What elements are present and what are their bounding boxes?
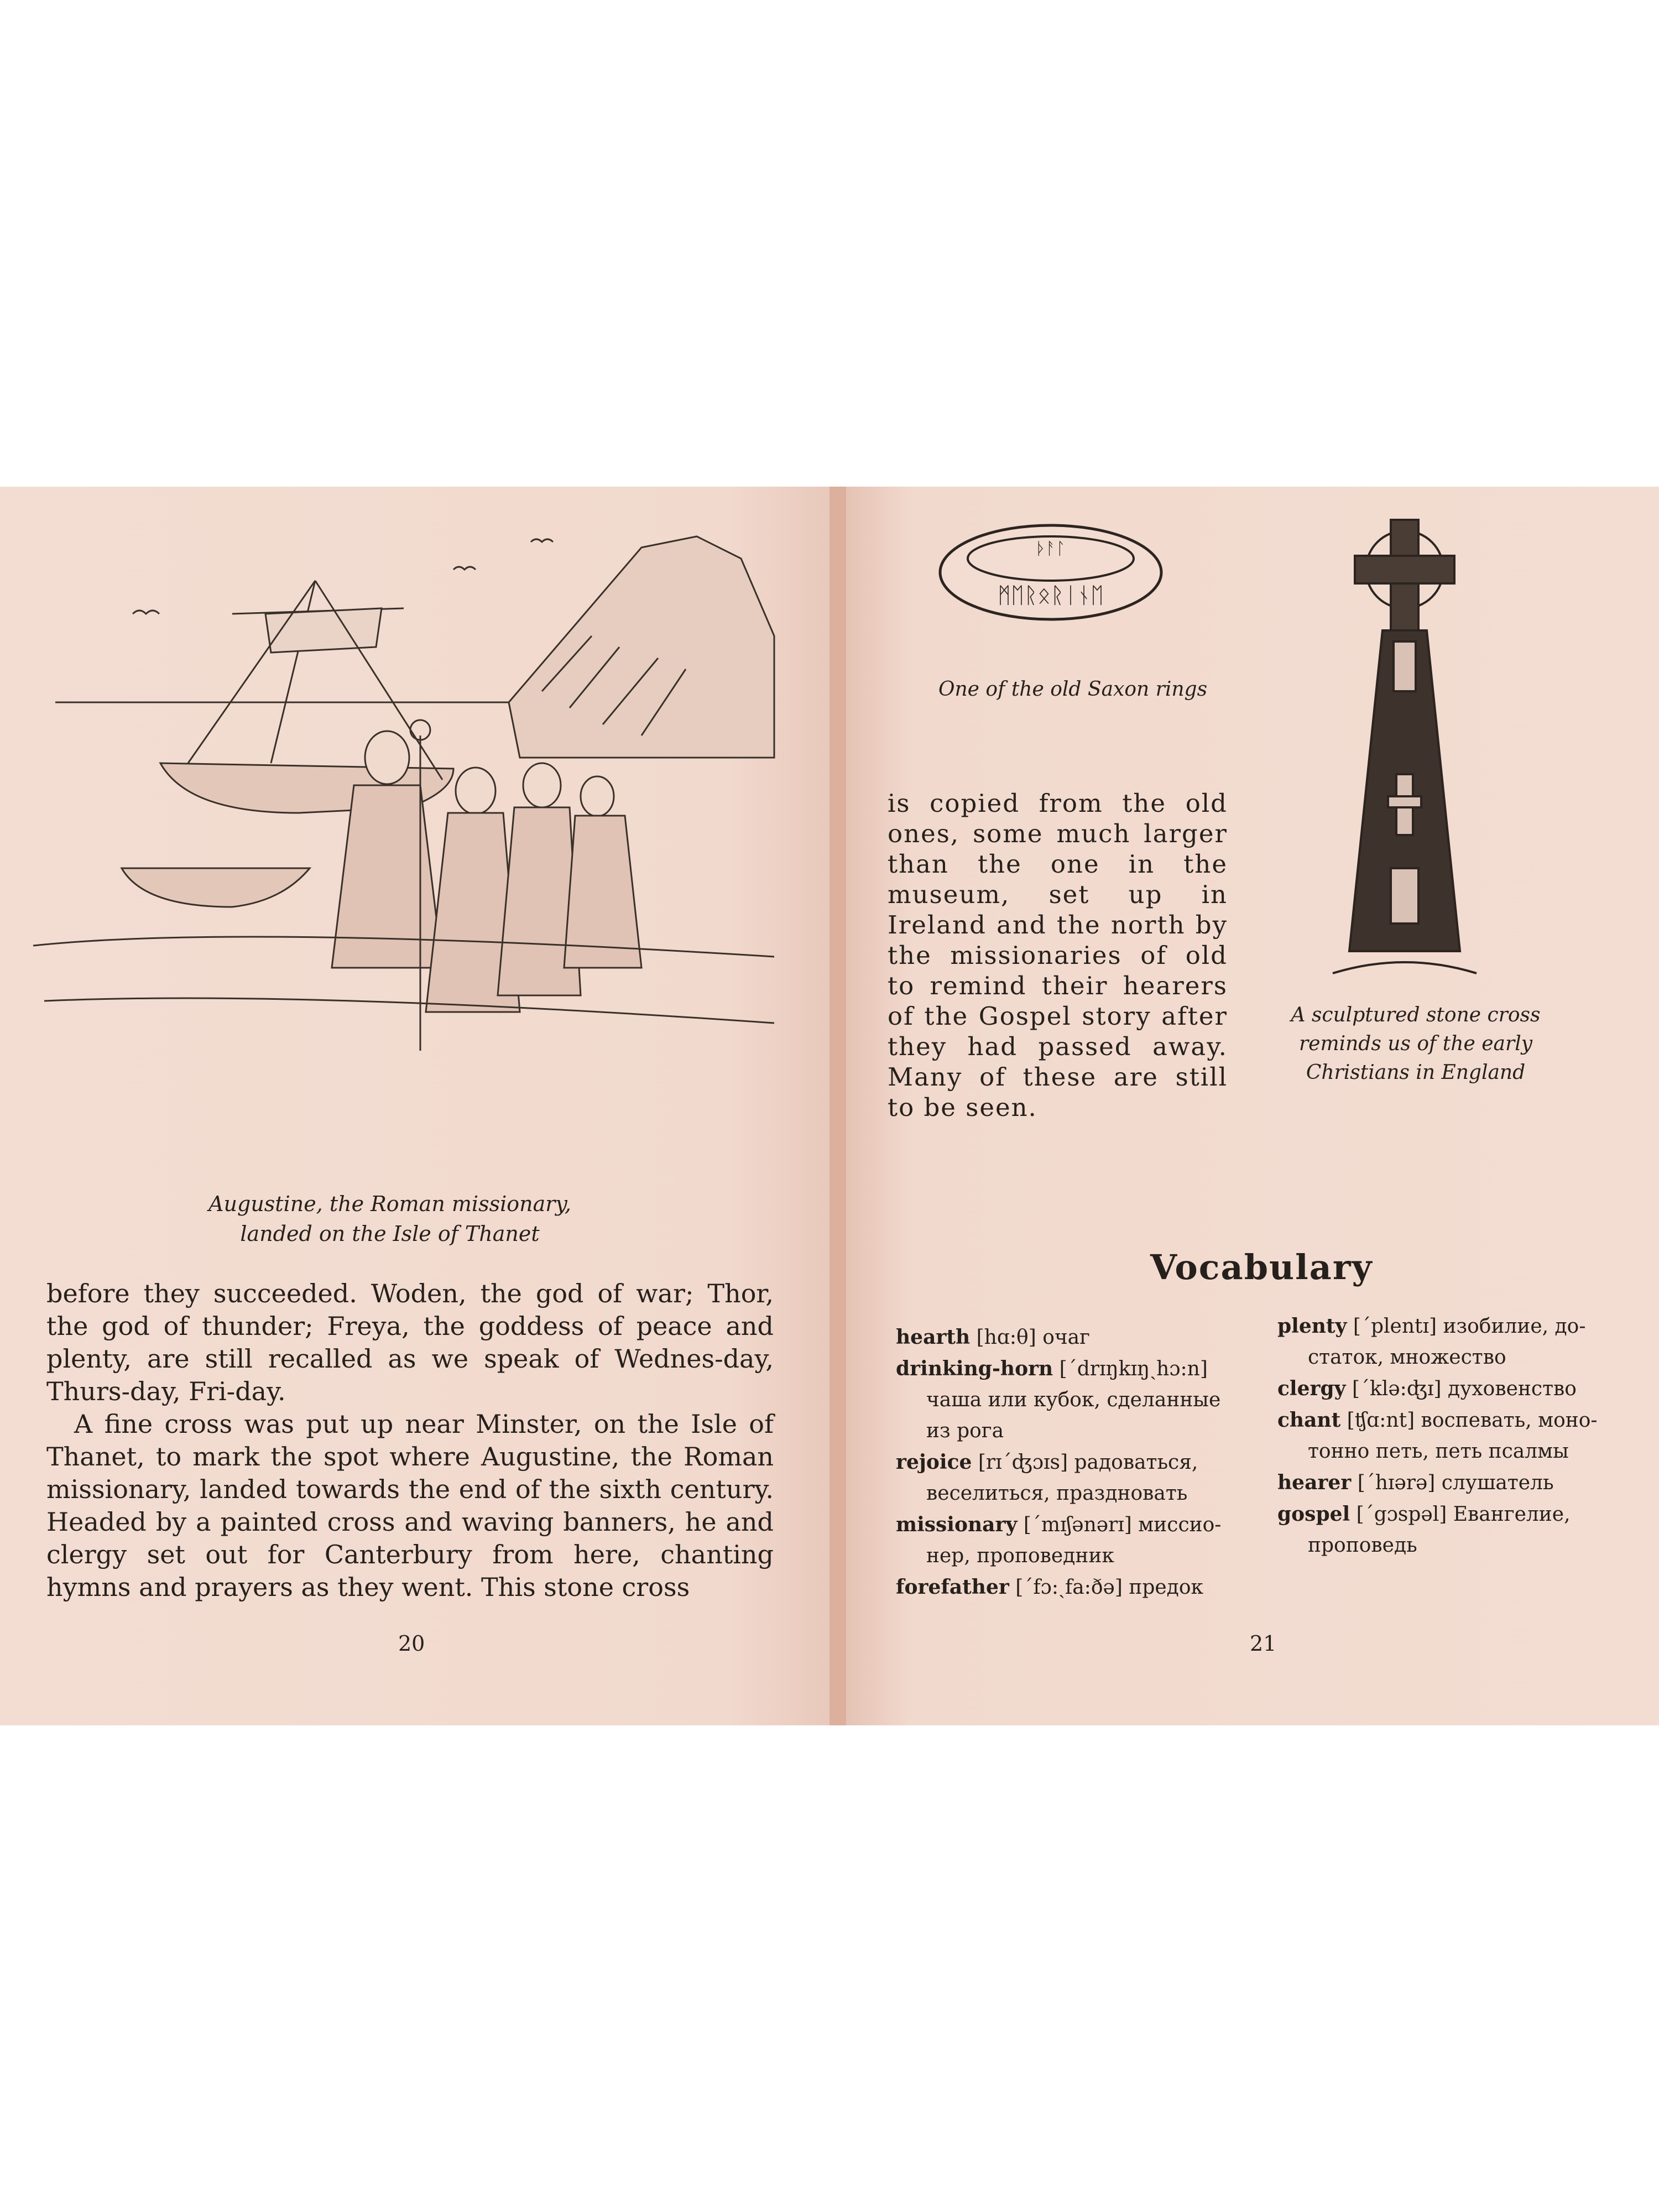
vocab-entry <box>896 1322 1250 1353</box>
vocab-definition: [ˊhɪərə] слушатель <box>1351 1472 1554 1494</box>
vocab-word: forefather <box>896 1575 1009 1599</box>
vocab-entry <box>1277 1499 1631 1530</box>
vocab-definition-cont: веселиться, праздновать <box>926 1482 1188 1505</box>
book-spread <box>0 487 1659 1725</box>
vocab-entry <box>1277 1405 1631 1436</box>
ring-inscription-bottom: ᛗᛖᚱᛟᚱᛁᚾᛖ <box>998 583 1104 608</box>
vocabulary-column-left <box>896 1322 1250 1603</box>
right-body-text: is copied from the old ones, some much larger than the one in the museum, set up in Ireland and the north by the missionaries of old to remind their hearers of the Gospel story after they had passed away. Many of these are still to be seen. <box>888 789 1228 1122</box>
vocabulary-column-right <box>1277 1311 1631 1561</box>
vocab-definition: [ʧɑ:nt] воспевать, моно- <box>1340 1409 1598 1432</box>
vocab-word: hearer <box>1277 1471 1352 1494</box>
ring-inscription-top: ᚦᚨᛚ <box>1036 539 1066 559</box>
book-gutter <box>830 487 846 1725</box>
caption-line: A sculptured stone cross <box>1291 1004 1541 1026</box>
vocab-word: drinking-horn <box>896 1357 1053 1380</box>
augustine-landing-illustration <box>22 525 780 1095</box>
vocab-word: gospel <box>1277 1503 1350 1526</box>
vocabulary-title: Vocabulary <box>1150 1247 1373 1287</box>
vocab-entry <box>1277 1467 1631 1499</box>
page-number-right: 21 <box>1250 1631 1277 1656</box>
vocab-entry <box>896 1447 1250 1478</box>
vocab-definition-cont: чаша или кубок, сделанные из рога <box>926 1389 1221 1442</box>
left-page <box>0 487 830 1725</box>
left-body-text <box>46 1277 774 1604</box>
caption-line: Augustine, the Roman missionary, <box>208 1192 571 1216</box>
vocab-definition: [ˊfɔ:ˏfa:ðə] предок <box>1009 1576 1204 1599</box>
vocab-word: missionary <box>896 1513 1018 1536</box>
vocab-definition: [ˊplentɪ] изобилие, до- <box>1347 1315 1586 1338</box>
page-number-left: 20 <box>398 1631 425 1656</box>
vocab-word: plenty <box>1277 1314 1347 1338</box>
vocab-entry <box>896 1509 1250 1541</box>
vocab-definition: [rɪˊʤɔɪs] радоваться, <box>972 1451 1198 1474</box>
paragraph: before they succeeded. Woden, the god of war; Thor, the god of thunder; Freya, the goddess of peace and plenty, are still recalled as we speak of Wednes-day, Thurs-day, Fri-day. <box>46 1279 774 1406</box>
caption-line: reminds us of the early <box>1298 1032 1533 1055</box>
cross-caption <box>1272 1001 1559 1087</box>
vocab-word: chant <box>1277 1408 1341 1432</box>
vocab-word: rejoice <box>896 1451 972 1474</box>
vocab-definition: [ˊmɪʃənərɪ] миссио- <box>1017 1514 1222 1536</box>
saxon-ring-illustration <box>935 520 1167 625</box>
ring-caption: One of the old Saxon rings <box>938 678 1208 701</box>
vocab-definition: [hɑ:θ] очаг <box>970 1326 1090 1349</box>
stone-cross-illustration <box>1322 509 1488 984</box>
caption-line: landed on the Isle of Thanet <box>240 1222 540 1246</box>
caption-line: Christians in England <box>1306 1061 1526 1084</box>
vocab-entry <box>896 1572 1250 1603</box>
vocab-definition-cont: статок, множество <box>1308 1346 1506 1369</box>
vocab-entry <box>1277 1311 1631 1342</box>
vocab-definition: [ˊgɔspəl] Евангелие, <box>1350 1503 1571 1526</box>
vocab-entry <box>896 1353 1250 1385</box>
vocab-definition-cont: тонно петь, петь псалмы <box>1308 1440 1569 1463</box>
vocab-word: hearth <box>896 1326 971 1349</box>
illustration-caption-left <box>100 1189 680 1249</box>
vocab-entry <box>1277 1373 1631 1405</box>
vocab-definition-cont: нер, проповедник <box>926 1545 1114 1567</box>
vocab-definition-cont: проповедь <box>1308 1534 1417 1557</box>
paragraph: A fine cross was put up near Minster, on the Isle of Thanet, to mark the spot where Augustine, the Roman missionary, landed towards the end of the sixth century. Headed by a painted cross and waving banners, he and clergy set out for Canterbury from here, chanting hymns and prayers as they went. This stone cross <box>46 1409 774 1602</box>
vocab-word: clergy <box>1277 1377 1346 1400</box>
vocab-definition: [ˊklə:ʤɪ] духовенство <box>1345 1378 1577 1400</box>
vocab-definition: [ˊdrɪŋkɪŋˏhɔ:n] <box>1053 1358 1208 1380</box>
